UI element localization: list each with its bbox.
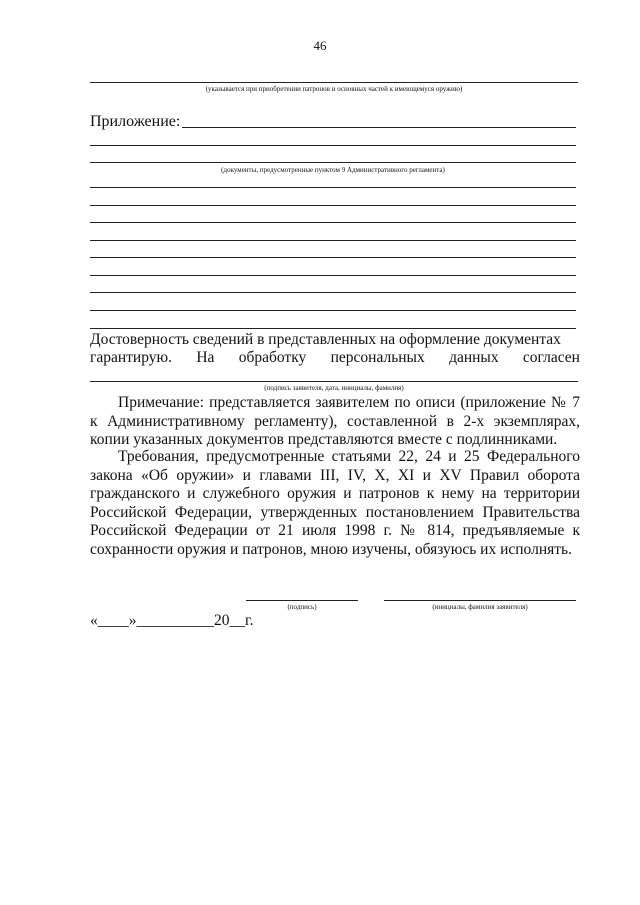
note-paragraph: Примечание: представляется заявителем по описи (приложение № 7 к Административному регламенту), составленной в 2-х экземплярах, копии указанных документов представляются вместе с подлинниками.	[90, 394, 580, 448]
consent-signature-line	[90, 381, 578, 382]
page-number: 46	[313, 38, 327, 53]
applicant-name-line	[384, 600, 576, 601]
appendix-line	[90, 162, 576, 163]
blank-line	[90, 187, 576, 188]
appendix-line	[182, 127, 576, 128]
applicant-name-caption: (инициалы, фамилия заявителя)	[432, 603, 528, 611]
signature-line	[246, 600, 358, 601]
consent-word: персональных	[330, 349, 425, 366]
consent-line-2	[90, 349, 580, 367]
blank-line	[90, 257, 576, 258]
consent-word: На	[196, 349, 215, 366]
blank-line	[90, 292, 576, 293]
consent-word: гарантирую.	[90, 349, 172, 366]
blank-line	[90, 222, 576, 223]
appendix-label: Приложение:	[90, 113, 181, 130]
requirements-paragraph: Требования, предусмотренные статьями 22, 24 и 25 Федерального закона «Об оружии» и главами III, IV, X, XI и XV Правил оборота гражданского и служебного оружия и патронов к нему на территории Российской Федерации, утвержденных постановлением Правительства Российской Федерации от 21 июля 1998 г. № 814, предъявляемые к сохранности оружия и патронов, мною изучены, обязуюсь их исполнять.	[90, 448, 580, 558]
blank-line	[90, 310, 576, 311]
blank-line	[90, 275, 576, 276]
appendix-line	[90, 145, 576, 146]
blank-line	[90, 328, 576, 329]
weapon-field-line	[90, 82, 578, 83]
blank-line	[90, 240, 576, 241]
blank-line	[90, 205, 576, 206]
consent-signature-caption: (подпись заявителя, дата, инициалы, фамилия)	[264, 384, 404, 392]
appendix-caption: (документы, предусмотренные пунктом 9 Административного регламента)	[221, 166, 445, 174]
consent-word: данных	[449, 349, 499, 366]
consent-word: согласен	[522, 349, 580, 366]
consent-word: обработку	[238, 349, 307, 366]
weapon-field-caption: (указывается при приобретении патронов и основных частей к имеющемуся оружию)	[205, 85, 463, 93]
signature-caption: (подпись)	[287, 603, 317, 611]
date-line: «____»__________20__г.	[90, 612, 254, 629]
consent-line-1: Достоверность сведений в представленных на оформление документах	[90, 331, 561, 348]
